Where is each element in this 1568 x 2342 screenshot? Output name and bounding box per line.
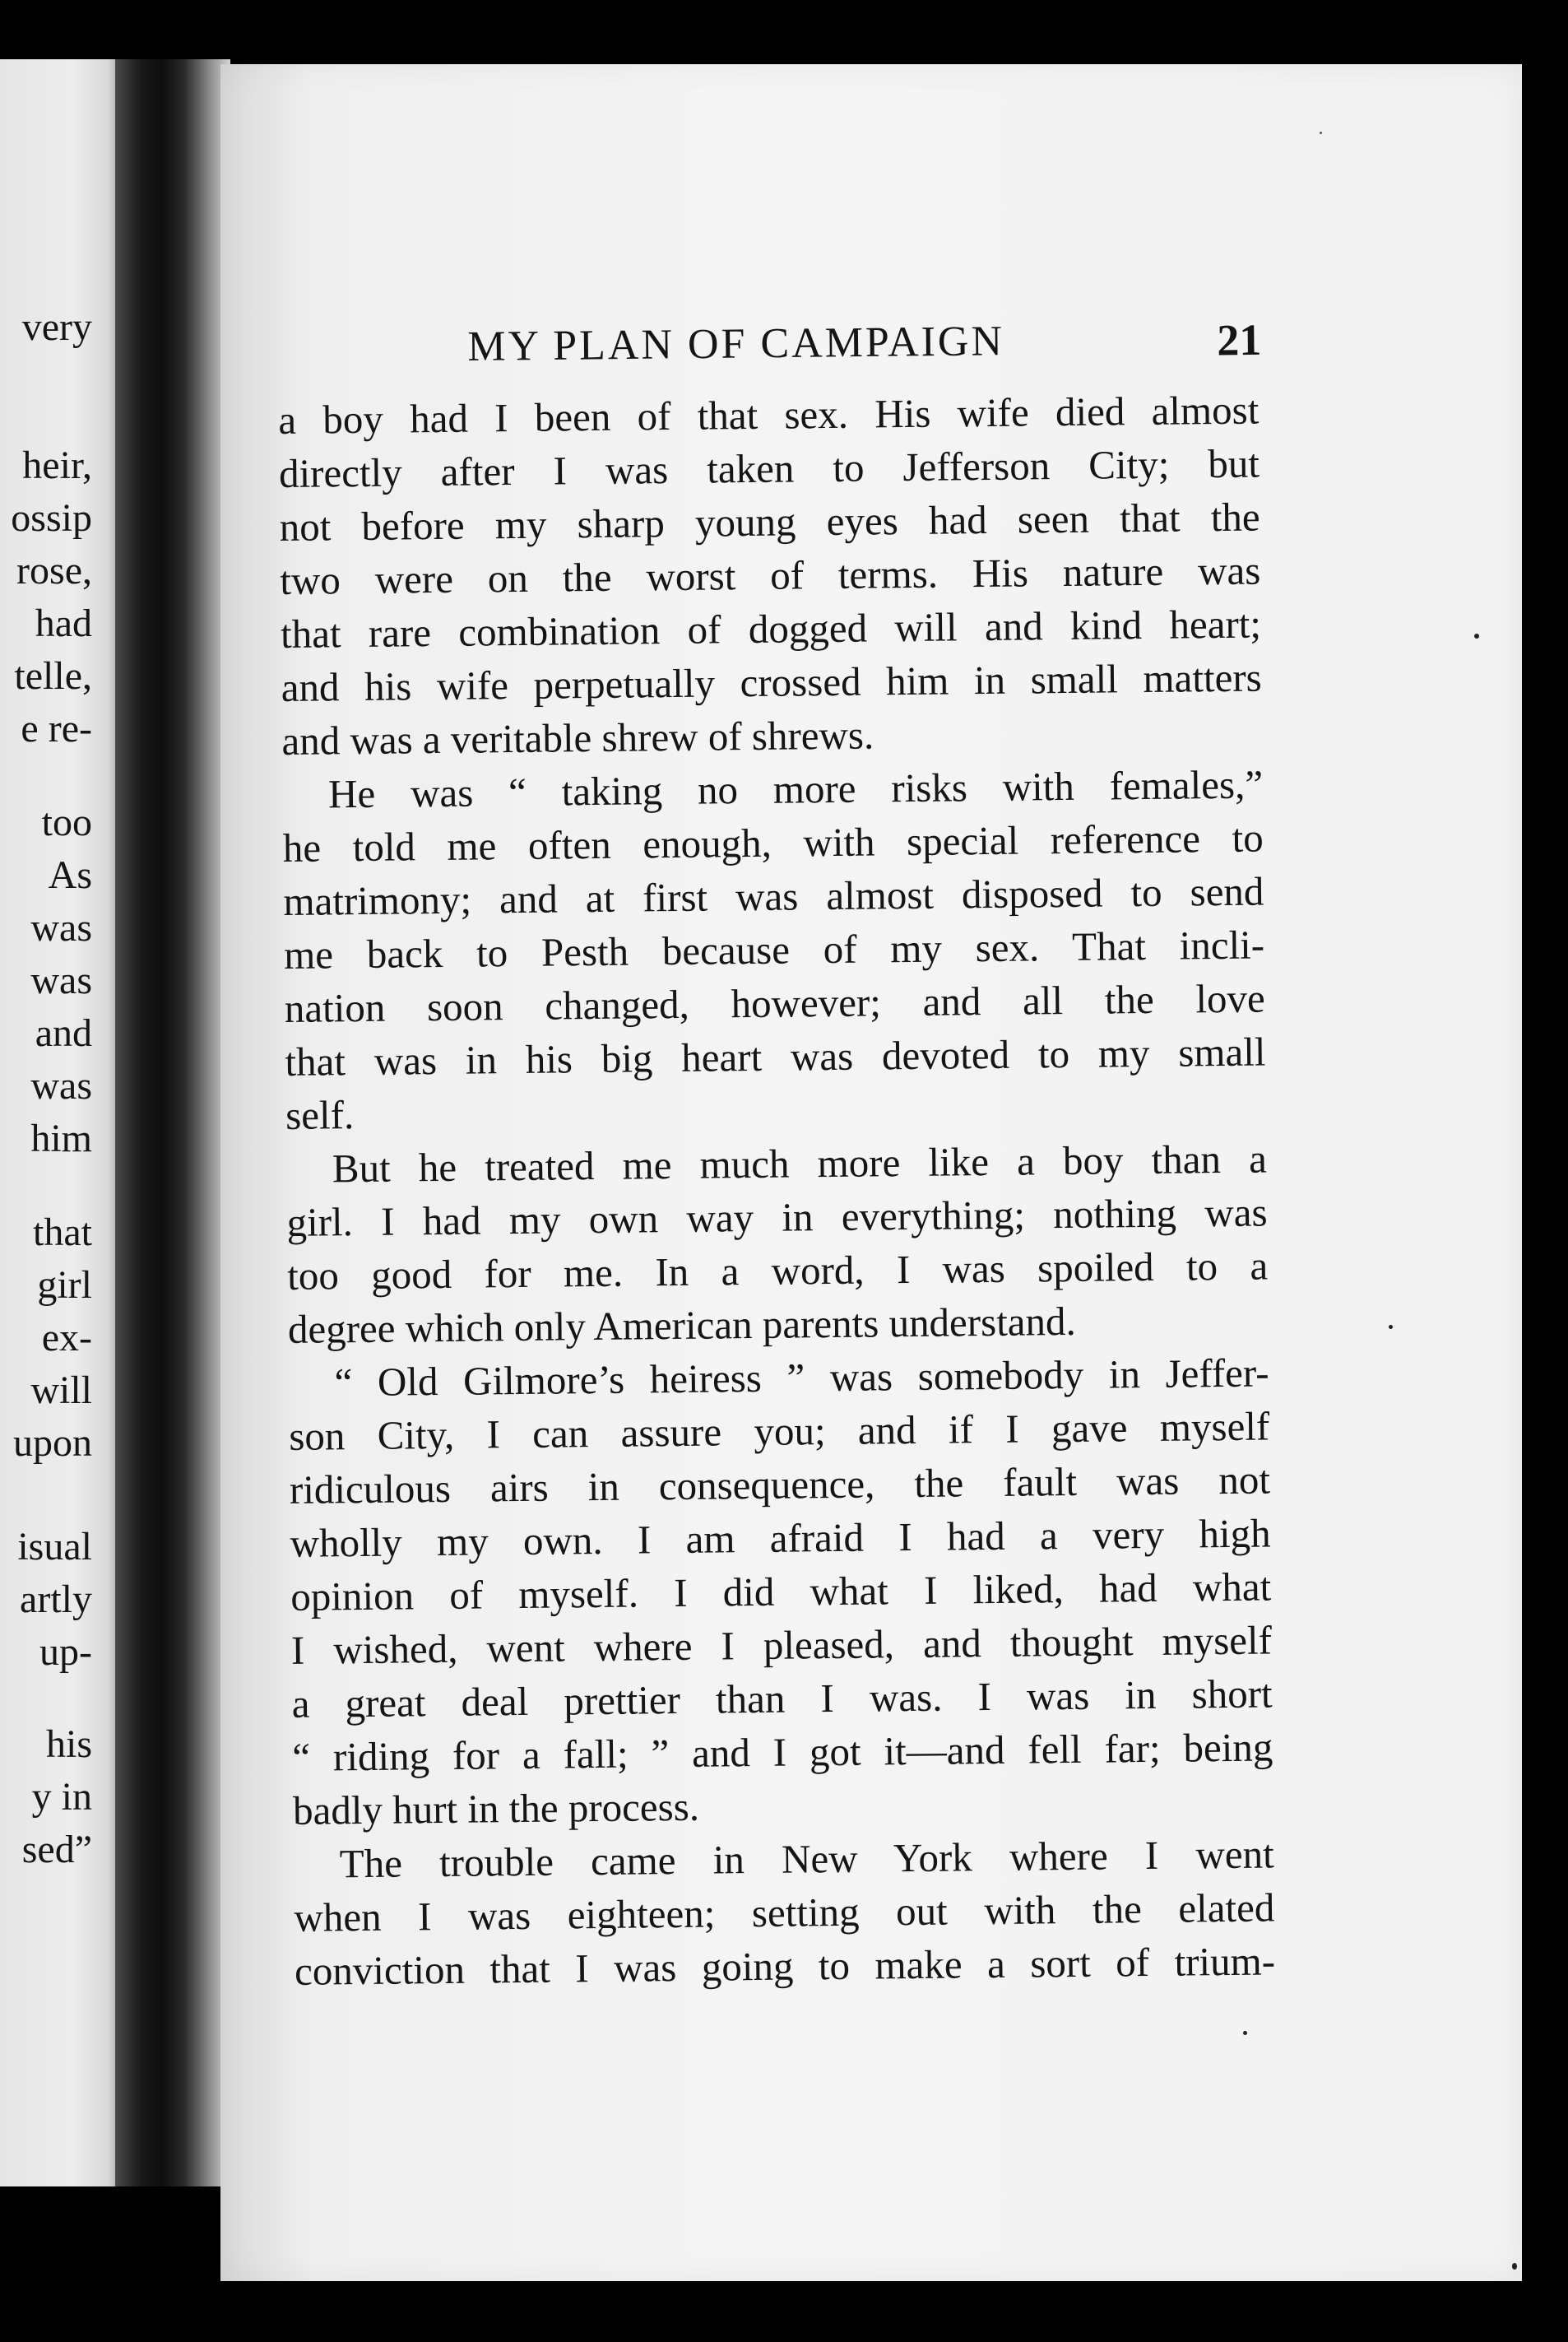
running-head [467, 314, 1262, 372]
text-line: that was in his big heart was devoted to my small [285, 1029, 1266, 1085]
left-page-fragment: too [41, 801, 92, 844]
body-text [278, 383, 1275, 1998]
text-line: and his wife perpetually crossed him in small matters [281, 654, 1262, 710]
left-page-fragment: e re- [21, 707, 92, 750]
text-line: “ riding for a fall; ” and I got it—and fell far; being [292, 1724, 1273, 1780]
text-line: and was a veritable shrew of shrews. [281, 712, 874, 764]
text-line: too good for me. In a word, I was spoiled to a [286, 1243, 1269, 1299]
left-page-fragment: was [30, 1064, 92, 1108]
left-page-fragment: artly [20, 1578, 92, 1621]
left-page-fragment: that [33, 1210, 92, 1254]
book-gutter-shadow [115, 59, 230, 2186]
scan-speck [1512, 2263, 1517, 2270]
text-line: me back to Pesth because of my sex. That incli- [283, 922, 1265, 978]
text-line: a great deal prettier than I was. I was in short [291, 1671, 1273, 1726]
scan-speck [1389, 1325, 1393, 1329]
left-page-fragment: ex- [41, 1316, 92, 1359]
text-line: He was “ taking no more risks with females,” [327, 761, 1264, 817]
text-line: But he treated me much more like a boy than a [332, 1136, 1268, 1192]
left-page-fragment: was [30, 959, 92, 1002]
text-line: not before my sharp young eyes had seen that the [279, 494, 1260, 550]
left-page-fragment: isual [17, 1525, 92, 1568]
left-page-fragment: As [48, 853, 92, 897]
left-page-fragment: up- [39, 1630, 92, 1674]
left-facing-page [0, 59, 123, 2186]
left-page-fragment: will [30, 1368, 92, 1412]
text-line: two were on the worst of terms. His nature was [280, 547, 1261, 603]
text-line: that rare combination of dogged will and kind heart; [280, 601, 1262, 657]
text-line: son City, I can assure you; and if I gave myself [288, 1403, 1270, 1459]
text-line: a boy had I been of that sex. His wife died almost [278, 387, 1260, 443]
left-page-fragment: girl [37, 1263, 92, 1307]
left-page-fragment: heir, [22, 444, 92, 487]
left-page-fragment: and [35, 1011, 92, 1055]
left-page-fragment: upon [13, 1421, 92, 1465]
text-line: The trouble came in New York where I went [339, 1831, 1274, 1887]
text-line: conviction that I was going to make a sort of trium- [294, 1938, 1276, 1994]
left-page-fragment: very [21, 305, 92, 349]
text-line: ridiculous airs in consequence, the fault was not [289, 1457, 1271, 1513]
text-line: “ Old Gilmore’s heiress ” was somebody in Jeffer- [334, 1350, 1269, 1406]
text-line: when I was eighteen; setting out with the elated [294, 1884, 1275, 1940]
left-page-fragment: was [30, 906, 92, 950]
left-page-fragment: ossip [11, 496, 92, 540]
left-page-fragment: sed” [21, 1828, 92, 1871]
left-page-fragment: him [30, 1117, 92, 1160]
text-line: nation soon changed, however; and all the love [284, 975, 1266, 1031]
scan-speck [1474, 634, 1479, 639]
scan-speck [1320, 132, 1322, 134]
text-line: he told me often enough, with special reference to [282, 815, 1264, 871]
page-number: 21 [1216, 314, 1262, 365]
text-line: directly after I was taken to Jefferson City; but [278, 440, 1260, 496]
text-line: girl. I had my own way in everything; nothing was [286, 1189, 1268, 1245]
text-line: badly hurt in the process. [292, 1783, 700, 1833]
text-line: matrimony; and at first was almost disposed to send [283, 868, 1264, 924]
scan-speck [1243, 2031, 1247, 2035]
text-line: I wished, went where I pleased, and thought myself [290, 1617, 1273, 1673]
text-line: opinion of myself. I did what I liked, had what [290, 1564, 1272, 1619]
text-line: self. [285, 1092, 355, 1138]
left-page-fragment: his [45, 1722, 92, 1766]
left-page-fragment: had [35, 602, 92, 645]
left-page-fragment: y in [31, 1775, 92, 1819]
text-line: degree which only American parents understand. [287, 1298, 1077, 1352]
left-page-fragment: telle, [14, 654, 92, 698]
left-page-fragment: rose, [16, 549, 92, 592]
text-line: wholly my own. I am afraid I had a very high [290, 1510, 1271, 1566]
running-head-title: MY PLAN OF CAMPAIGN [467, 318, 1005, 370]
